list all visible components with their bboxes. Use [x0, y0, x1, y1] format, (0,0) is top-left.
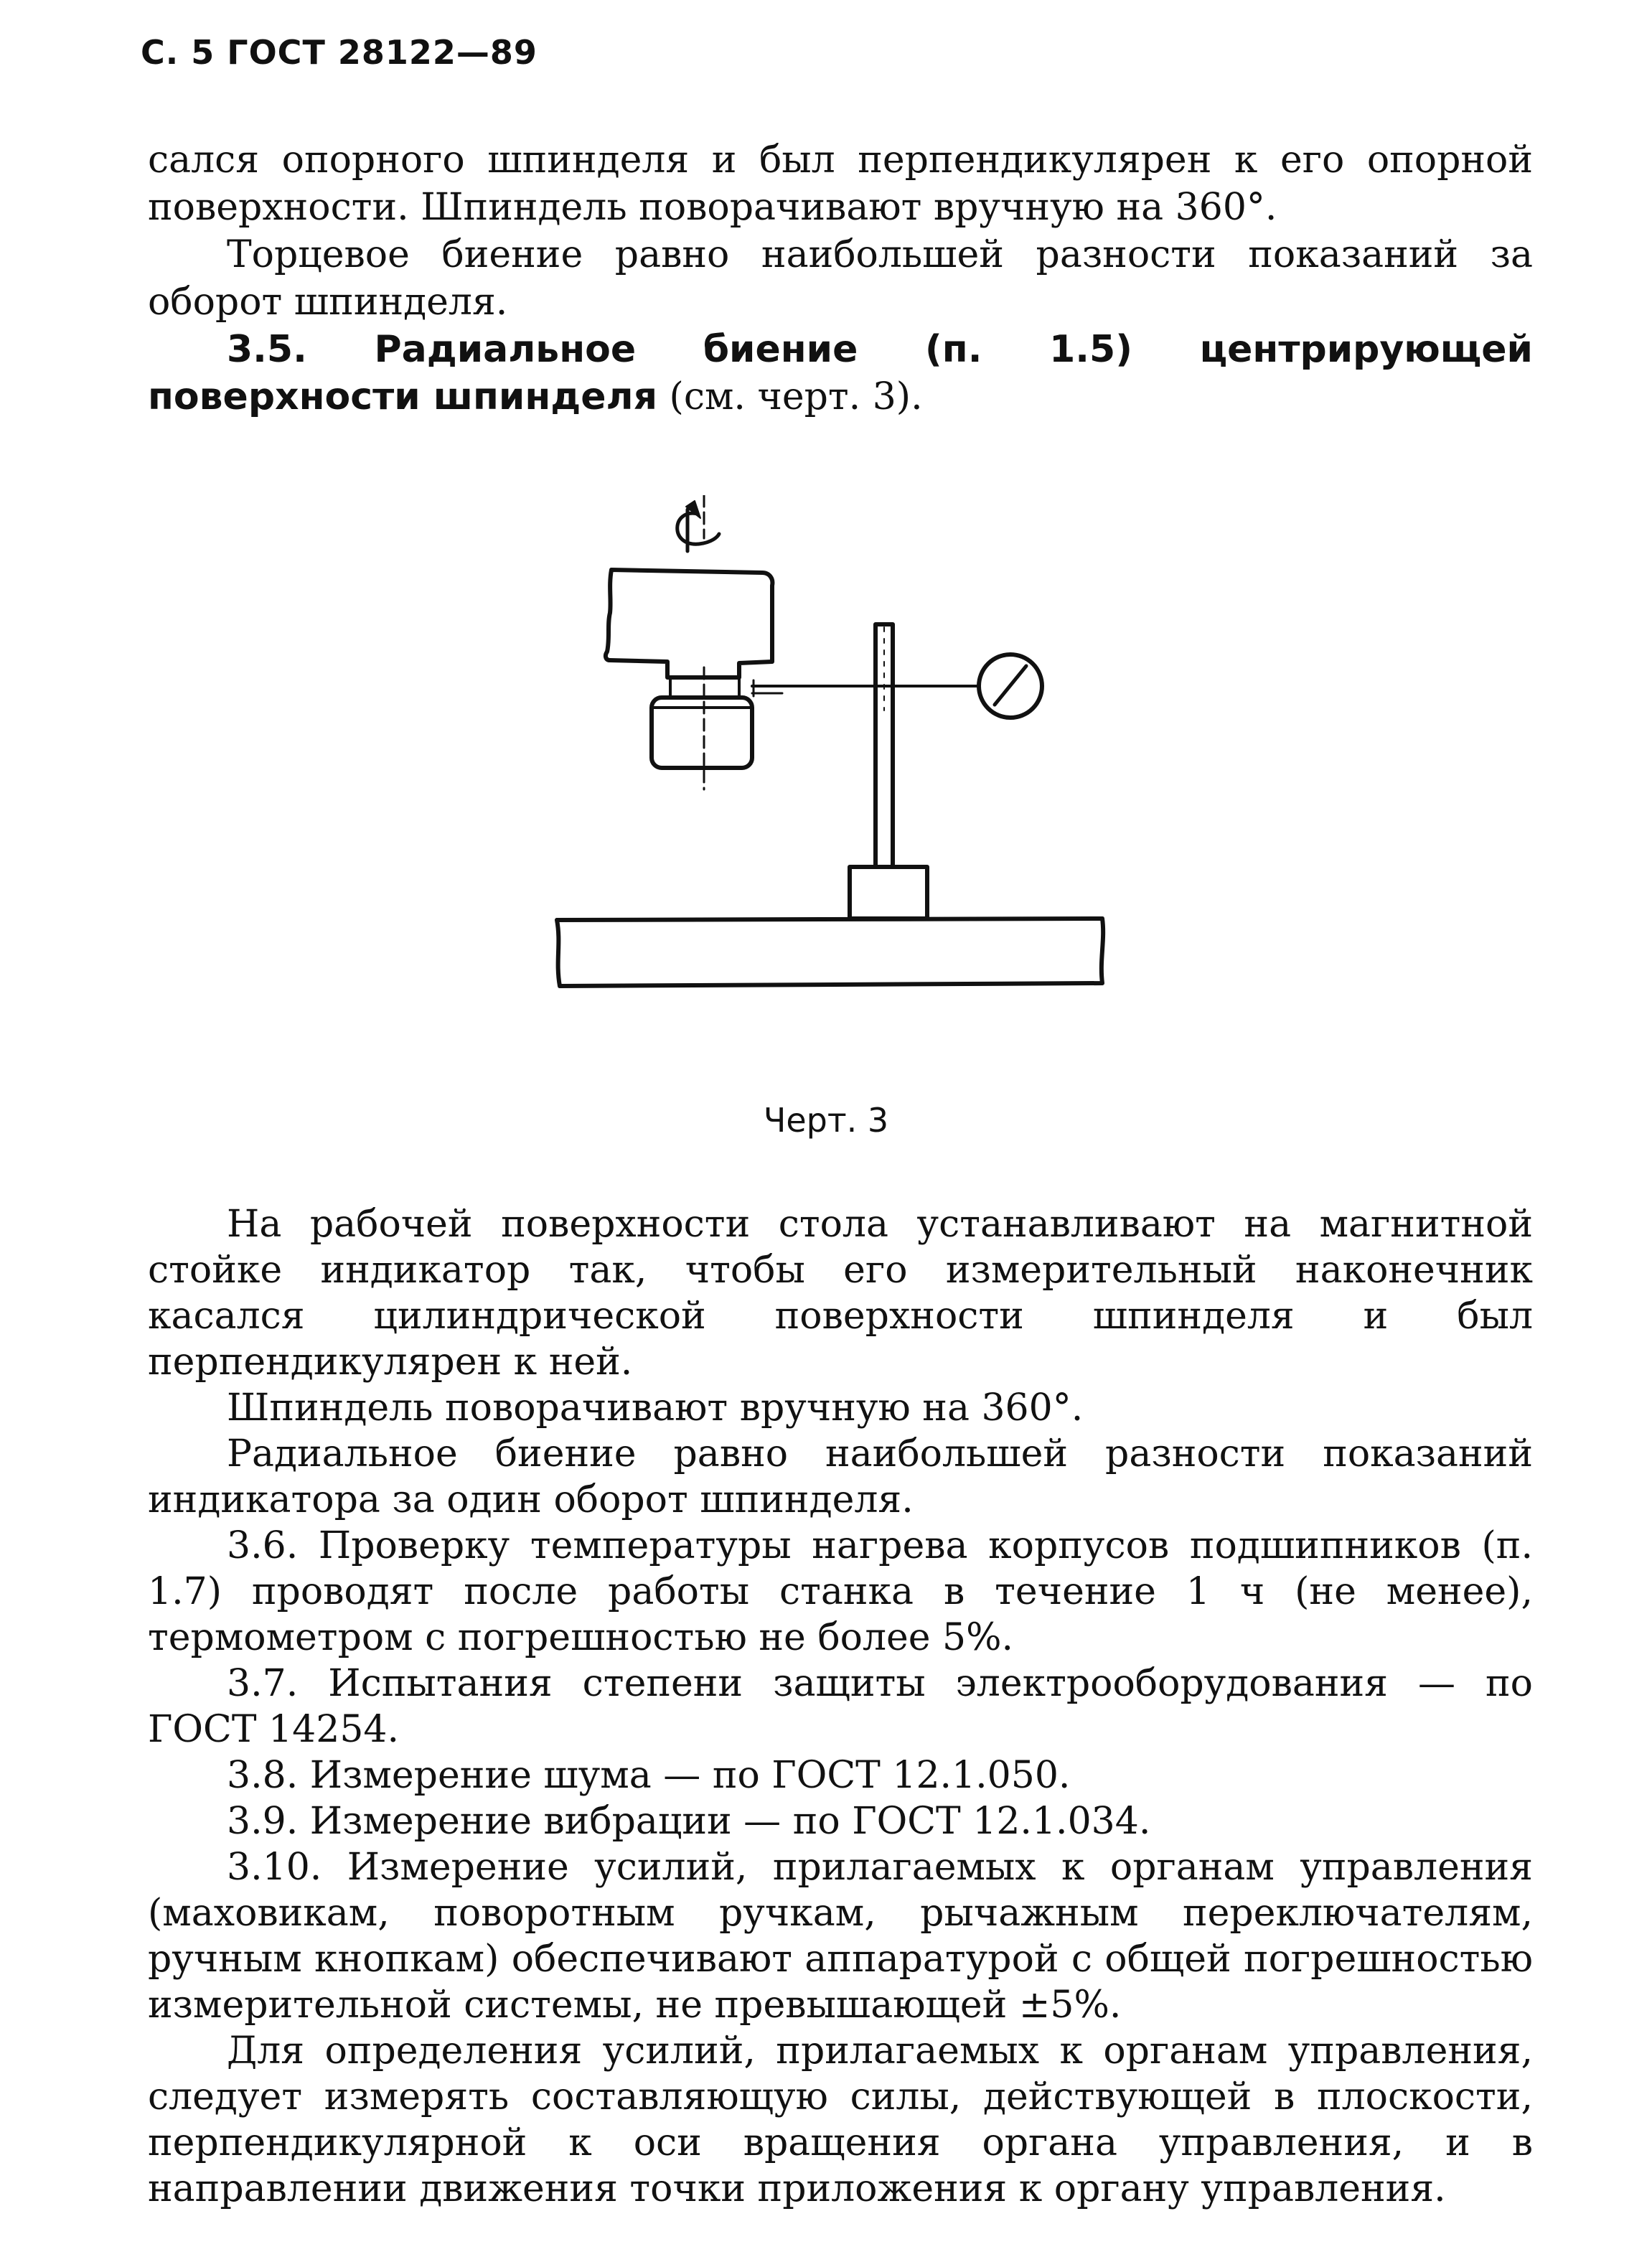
figure-caption: Черт. 3: [763, 1101, 889, 1140]
figure-3-diagram: [545, 495, 1120, 1000]
machine-table: [557, 919, 1103, 986]
indicator-stand-column: [876, 624, 893, 868]
section-3-5-heading: [148, 326, 1533, 421]
body-paragraph-1: На рабочей поверхности стола устанавливают на магнитной стойке индикатор так, чтобы его измерительный наконечник касался цилиндрической поверхности шпинделя и был перпендикулярен к ней.: [148, 1203, 1533, 1384]
section-3-10: 3.10. Измерение усилий, прилагаемых к органам управления (маховикам, поворотным ручкам, рычажным переключателям, ручным кнопкам) обеспечивают аппаратурой с общей погрешностью измерительной системы, не превышающей ±5%.: [148, 1846, 1533, 2027]
dial-indicator-icon: [979, 654, 1042, 718]
intro-paragraph-1: сался опорного шпинделя и был перпендикулярен к его опорной поверхности. Шпиндель поворачивают вручную на 360°.: [148, 139, 1533, 229]
body-paragraph-3: Радиальное биение равно наибольшей разности показаний индикатора за один оборот шпинделя.: [148, 1432, 1533, 1521]
intro-text: [148, 136, 1533, 421]
section-3-5-reference: (см. черт. 3).: [657, 375, 923, 418]
indicator-arm: [752, 680, 990, 696]
section-3-5-title: 3.5. Радиальное биение (п. 1.5) центрирующей поверхности шпинделя: [148, 328, 1533, 418]
section-3-7: 3.7. Испытания степени защиты электрооборудования — по ГОСТ 14254.: [148, 1662, 1533, 1751]
section-3-6: 3.6. Проверку температуры нагрева корпусов подшипников (п. 1.7) проводят после работы станка в течение 1 ч (не менее), термометром с погрешностью не более 5%.: [148, 1524, 1533, 1659]
spindle-head: [606, 570, 772, 677]
radial-runout-setup-drawing: [545, 495, 1120, 998]
body-paragraph-2: Шпиндель поворачивают вручную на 360°.: [227, 1386, 1084, 1430]
intro-paragraph-2: Торцевое биение равно наибольшей разности показаний за оборот шпинделя.: [148, 233, 1533, 324]
magnetic-stand-base: [850, 867, 927, 919]
rotation-arrow-icon: [677, 501, 719, 551]
body-paragraph-final: Для определения усилий, прилагаемых к органам управления, следует измерять составляющую силы, действующей в плоскости, перпендикулярной к оси вращения органа управления, и в направлении движения точки приложения к органу управления.: [148, 2029, 1533, 2210]
section-3-8: 3.8. Измерение шума — по ГОСТ 12.1.050.: [227, 1754, 1071, 1797]
section-3-9: 3.9. Измерение вибрации — по ГОСТ 12.1.034.: [227, 1800, 1151, 1843]
body-text: [148, 1201, 1533, 2212]
spindle-centering-surface: [652, 677, 752, 768]
page-header: С. 5 ГОСТ 28122—89: [141, 33, 538, 72]
